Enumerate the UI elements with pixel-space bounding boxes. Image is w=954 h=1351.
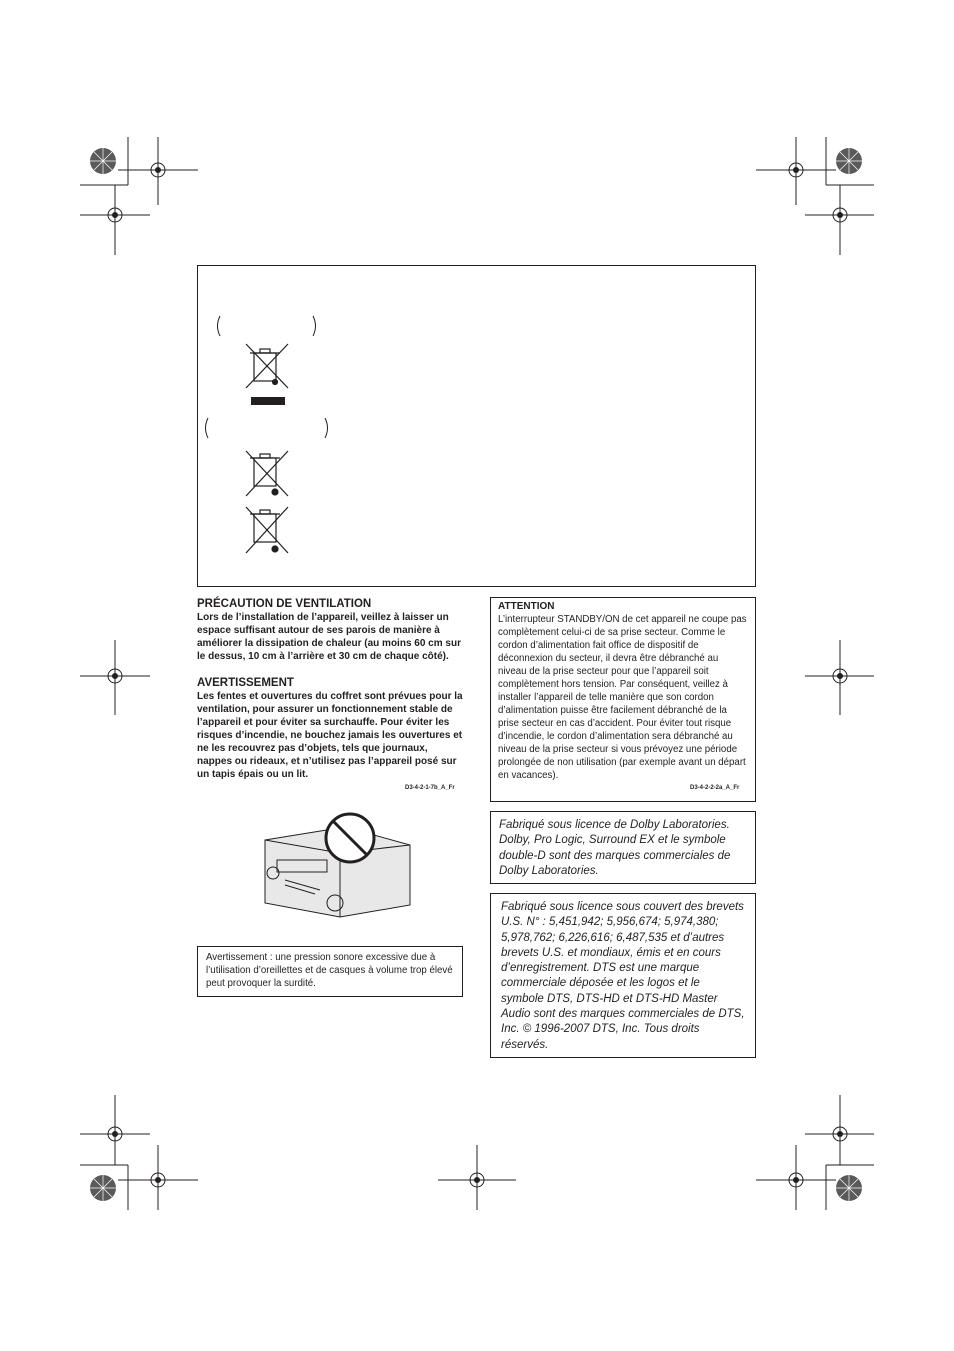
dolby-license-text: Fabriqué sous licence de Dolby Laboratories. Dolby, Pro Logic, Surround EX et le symbole double-D sont des marques commerciales de Dolby Laboratories. xyxy=(499,819,731,877)
attention-box xyxy=(490,597,756,802)
weee-symbols xyxy=(198,266,755,586)
dolby-license-box xyxy=(490,811,756,884)
dts-license-text: Fabriqué sous licence sous couvert des brevets U.S. N° : 5,451,942; 5,956,674; 5,974,380; 5,978,762; 6,226,616; 6,487,535 et d’autres brevets U.S. et mondiaux, émis et en cours d’enregistrement. DTS est une marque commerciale déposée et les logos et le symbole DTS, DTS-HD et DTS-HD Master Audio sont des marques commerciales de DTS, Inc. © 1996-2007 DTS, Inc. Tous droits réservés. xyxy=(501,901,745,1051)
warning-body: Les fentes et ouvertures du coffret sont prévues pour la ventilation, pour assurer un fonctionnement stable de l’appareil et pour éviter sa surchauffe. Pour éviter les risques d’incendie, ne bouchez jamais les ouvertures et ne les recouvrez pas d’objets, tels que journaux, nappes ou rideaux, et n’utilisez pas l’appareil posé sur un tapis épais ou un lit. xyxy=(197,691,463,780)
no-covering-icon xyxy=(255,805,425,923)
dts-license-box xyxy=(490,893,756,1058)
crossed-out-wheelie-bin-battery-icon-2 xyxy=(246,507,288,553)
weee-disposal-box xyxy=(197,265,756,587)
warning-code: D3-4-2-1-7b_A_Fr xyxy=(405,785,455,791)
ventilation-title: PRÉCAUTION DE VENTILATION xyxy=(197,598,372,610)
warning-title: AVERTISSEMENT xyxy=(197,677,294,689)
crossed-out-wheelie-bin-battery-icon xyxy=(246,451,288,496)
hearing-warning-text: Avertissement : une pression sonore excessive due à l’utilisation d’oreillettes et de casques à volume trop élevé peut provoquer la surdité. xyxy=(206,952,453,989)
hearing-warning-box xyxy=(197,946,463,997)
crossed-out-wheelie-bin-icon xyxy=(246,344,288,388)
attention-title: ATTENTION xyxy=(498,601,555,612)
attention-code: D3-4-2-2-2a_A_Fr xyxy=(690,785,740,791)
ventilation-body: Lors de l’installation de l’appareil, veillez à laisser un espace suffisant autour de ses parois de manière à améliorer la dissipation de chaleur (au moins 60 cm sur le dessus, 10 cm à l’arrière et 30 cm de chaque côté). xyxy=(197,612,461,662)
attention-body: L’interrupteur STANDBY/ON de cet appareil ne coupe pas complètement celui-ci de sa prise secteur. Comme le cordon d’alimentation fait office de dispositif de déconnexion du secteur, il devra être débranché au niveau de la prise secteur pour que l’appareil soit complètement hors tension. Par conséquent, veillez à installer l’appareil de telle manière que son cordon d’alimentation puisse être facilement débranché de la prise secteur en cas d’accident. Pour éviter tout risque d’incendie, le cordon d’alimentation sera débranché au niveau de la prise secteur si vous prévoyez une période prolongée de non utilisation (par exemple avant un départ en vacances). xyxy=(498,614,747,781)
